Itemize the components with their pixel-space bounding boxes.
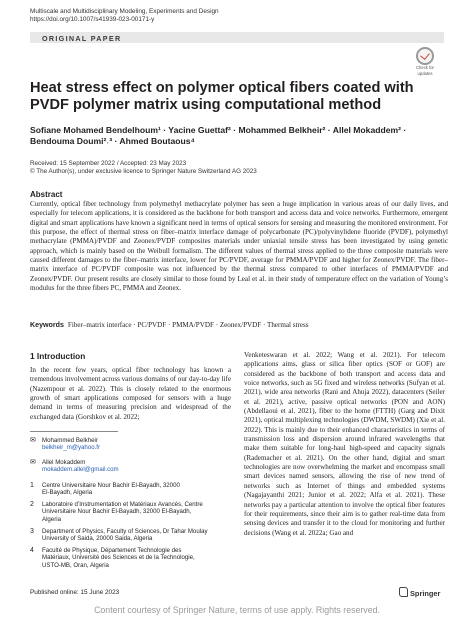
abstract-text: Currently, optical fiber technology from polymethyl methacrylate polymer has seen a huge implication in various areas of our daily lives, and especially for telecom applications, it is considered as the backbone for both transport and access data and voice networks. Furthermore, emergent digital and smart applications have known a significant need in terms of optical sensors for sensing and measuring the monitored environment. For this purpose, the effect of thermal stress on fiber–matrix interface damage of polycarbonate (PC)/polyvinylidene fluoride (PVDF), polymethyl methacrylate (PMMA)/PVDF and Zeonex/PVDF composites materials under uniaxial tensile stress has been investigated by using genetic approach, which is mainly based on the Weibull formalism. The different values of thermal stress applied to the three composite materials were caused different damages to the fiber–matrix interface, lower for PC/PVDF, average for PMMA/PVDF and higher for Zeonex/PVDF. The fiber–matrix interface of PC/PVDF composite was not influenced by the thermal stress compared to other interfaces of PMMA/PVDF and Zeonex/PVDF. Our present results are closely similar to those found by Leal et al. in their study of temperature effect on the variation of Young’s modulus for the three fibers PC, PMMA and Zeonex. <box>30 200 448 293</box>
springer-horse-icon <box>399 587 408 597</box>
article-type-label: ORIGINAL PAPER <box>42 33 122 43</box>
email-link[interactable]: mokaddem.allel@gmail.com <box>42 466 119 474</box>
email-link[interactable]: belkheir_m@yahoo.fr <box>42 444 101 452</box>
footnote-coauthor <box>30 459 231 474</box>
check-for-updates-button[interactable] <box>410 47 440 76</box>
footnote-line: Laboratoire d’Instrumentation et Matériaux Avancés, Centre <box>42 501 203 508</box>
author-list: Sofiane Mohamed Bendelhoum¹ · Yacine Guettaf² · Mohammed Belkheir² · Allel Mokaddem² · Bendouma Doumi²˒³ · Ahmed Boutaous⁴ <box>30 125 407 147</box>
footnote-affiliation-4 <box>30 547 231 569</box>
introduction-column-2: Venketeswaran et al. 2022; Wang et al. 2021). For telecom applications aims, glass or silica fiber optics (SOF or GOF) are considered as the backbone of both transport and access data and voice networks, such as 5G fixed and wireless networks (Sufyan et al. 2021), wide area networks (Rani and Ahuja 2022), datacenters (Seiler et al. 2021), active, passive optical networks (PON and AON) (Abdellaoui et al. 2021), fiber to the home (FTTH) (Garg and Dixit 2021), optical multiplexing technologies (DWDM, SWDM) (Xie et al. 2022). This is mainly due to their enhanced characteristics in terms of transmission loss and dispersion around infrared wavelengths that make them suitable for long-haul high-speed and capacity signals (Rademacher et al. 2021). On the other hand, digital and smart technologies are now overwhelming the market and encompass small smart devices named sensors, allowing the rise of new trend of networks such as Internet of things and embedded systems (Nagajayanthi 2021; Junior et al. 2022; Alfa et al. 2021). These networks pay a particular attention to involve the optical fiber features for their requirements, since their aim is to gather real-time data from sensing devices and transfer it to the cloud for monitoring and further decisions (Wang et al. 2022a; Gao and <box>244 351 445 537</box>
footnote-line: University of Saida, 20000 Saida, Algeria <box>42 535 153 543</box>
check-updates-icon <box>416 47 434 65</box>
keywords-list: Fiber–matrix interface · PC/PVDF · PMMA/PVDF · Zeonex/PVDF · Thermal stress <box>67 321 309 329</box>
footnote-line: El-Bayadh, Algeria <box>42 489 93 497</box>
check-updates-label-1: Check for <box>416 65 434 70</box>
publisher-name: Springer <box>410 589 441 598</box>
footnote-affiliation-1 <box>30 482 231 497</box>
paper-title: Heat stress effect on polymer optical fibers coated with PVDF polymer matrix using computational method <box>30 80 414 113</box>
envelope-icon: ✉ <box>30 459 36 466</box>
footnote-affiliation-3 <box>30 528 231 543</box>
affiliation-number: 2 <box>30 501 34 508</box>
received-accepted-date: Received: 15 September 2022 / Accepted: 23 May 2023 <box>30 160 187 167</box>
section-heading-introduction: 1 Introduction <box>30 351 86 361</box>
affiliation-number: 4 <box>30 547 34 554</box>
doi-link[interactable]: https://doi.org/10.1007/s41939-023-00171-y <box>30 16 155 24</box>
journal-name: Multiscale and Multidisciplinary Modeling, Experiments and Design <box>30 8 219 15</box>
page-footer-notice: Content courtesy of Springer Nature, terms of use apply. Rights reserved. <box>94 605 380 615</box>
affiliation-number: 1 <box>30 482 34 489</box>
footnote-line: USTO-MB, Oran, Algeria <box>42 561 109 569</box>
introduction-column-1: In the recent few years, optical fiber technology has known a tremendous involvement across various domains of our day-to-day life (Nazempour et al. 2022). This is closely related to the enormous growth of smart applications composed for sensors with a huge demand in terms of measuring precision and widespread of the exchanged data (Gorshkov et al. 2022; <box>30 366 231 421</box>
footnote-line: Department of Physics, Faculty of Sciences, Dr Tahar Moulay <box>42 528 208 535</box>
publisher-logo <box>399 587 440 598</box>
footnote-corresponding-author <box>30 437 231 452</box>
envelope-icon: ✉ <box>30 437 36 444</box>
article-type-badge <box>30 32 444 43</box>
keywords <box>30 321 448 329</box>
footnote-line: Faculté de Physique, Département Technologie des <box>42 547 182 554</box>
footnote-line: Centre Universitaire Nour Bachir El-Bayadh, 32000 <box>42 482 180 489</box>
check-updates-label-2: updates <box>417 70 433 76</box>
footnote-line: Allel Mokaddem <box>42 459 86 466</box>
footnote-divider <box>30 431 118 432</box>
affiliation-number: 3 <box>30 528 34 535</box>
footnote-line: Mohammed Belkheir <box>42 437 98 444</box>
article-dates <box>30 160 257 176</box>
journal-header <box>30 8 219 24</box>
footnote-affiliation-2 <box>30 501 231 523</box>
copyright-line: © The Author(s), under exclusive licence to Springer Nature Switzerland AG 2023 <box>30 168 257 175</box>
abstract-heading: Abstract <box>30 190 63 199</box>
footnote-line: Algeria <box>42 515 61 523</box>
footnote-line: Universitaire Nour Bachir El-Bayadh, 32000 El-Bayadh, <box>42 508 192 516</box>
footnote-line: Matériaux, Université des Sciences et de la Technologie, <box>42 554 195 562</box>
published-date: Published online: 15 June 2023 <box>30 589 120 596</box>
keywords-label: Keywords <box>30 321 64 329</box>
